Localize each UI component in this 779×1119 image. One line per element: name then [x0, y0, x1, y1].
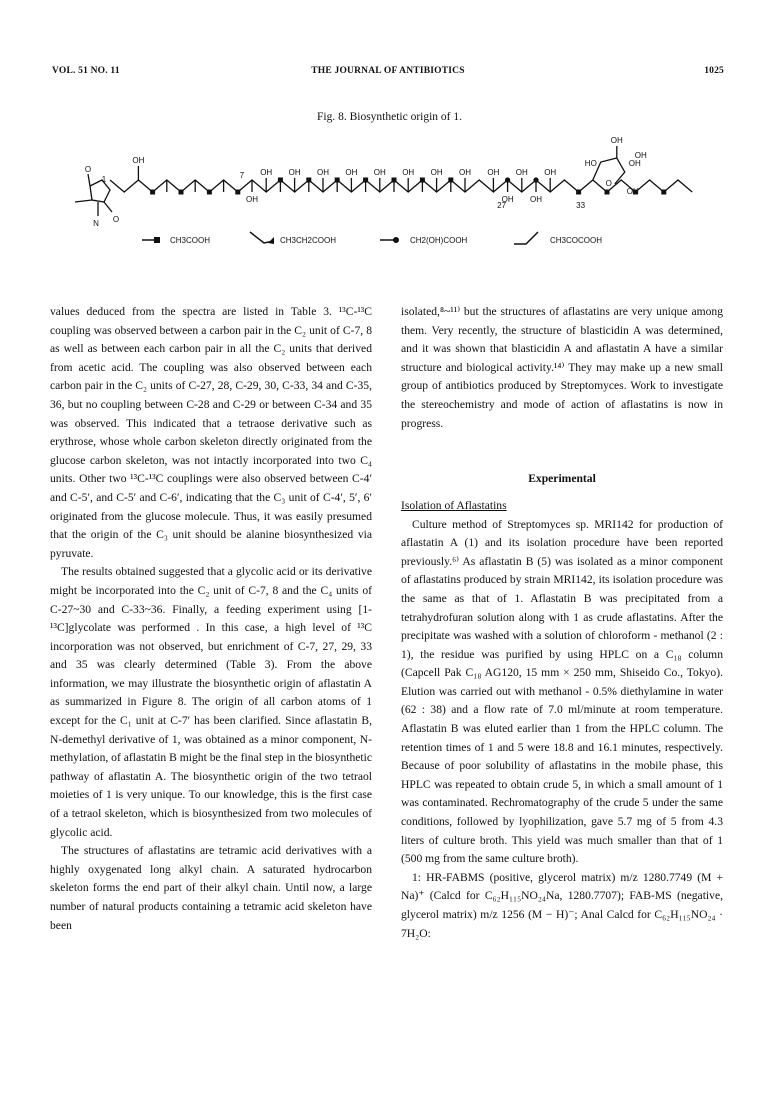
acetate-mark [605, 190, 610, 195]
journal-title: THE JOURNAL OF ANTIBIOTICS [311, 66, 465, 76]
legend-propionate: CH3CH2COOH [280, 236, 337, 245]
carbon-number-label: 33 [576, 201, 586, 210]
hydroxyl-label: OH [373, 168, 386, 177]
legend-glycolate: CH2(OH)COOH [410, 236, 468, 245]
acetate-mark [448, 178, 453, 183]
carbon-number-label: 7 [239, 171, 245, 180]
paragraph: isolated,⁸~¹¹⁾ but the structures of aflastatins are very unique among them. Very recently, the structure of blasticidin A was determined, and it was shown that blasticidin A and aflastatin A have a similar structure and biological activity.¹⁴⁾ They may make up a new small group of antibiotics produced by Streptomyces. Work to investigate the stereochemistry and mode of action of aflastatins is now in progress. [401, 305, 723, 430]
hydroxyl-label: OH [515, 168, 528, 177]
ring-oxygen-label: O [605, 179, 612, 188]
hydroxyl-label: OH [610, 136, 623, 145]
acetate-mark [306, 178, 311, 183]
oxygen-label: O [112, 215, 120, 224]
legend-line [514, 232, 538, 244]
acetate-mark [392, 178, 397, 183]
hydroxyl-label: OH [132, 156, 145, 165]
section-heading: Experimental [528, 472, 596, 486]
hydroxyl-label: OH [628, 159, 641, 168]
hydroxyl-label: OH [402, 168, 415, 177]
hydroxyl-label: HO [584, 159, 597, 168]
tetramic-ring [90, 180, 110, 202]
left-column [50, 303, 372, 935]
volume-label: VOL. 51 NO. 11 [52, 66, 120, 76]
acetate-mark [363, 178, 368, 183]
hydroxyl-label: OH [501, 195, 514, 204]
hydroxyl-label: OH [430, 168, 443, 177]
oxygen-label: O [84, 165, 92, 174]
legend-mark [154, 237, 160, 243]
bond [75, 200, 92, 202]
bond [88, 174, 90, 186]
paragraph: The structures of aflastatins are tetramic acid derivatives with a highly oxygenated long alkyl chain. A saturated hydrocarbon skeleton forms the end part of their alkyl chain. Until now, a large number of natural products containing a tetramic acid skeleton have been [50, 844, 372, 932]
hydroxyl-label: OH [317, 168, 329, 177]
acetate-mark [235, 190, 240, 195]
hydroxyl-label: OH [288, 168, 301, 177]
paragraph: The results obtained suggested that a glycolic acid or its derivative might be incorporated into the C₂ unit of C-7, 8 and the C₄ units of C-27~30 and C-33~36. Finally, a feeding experiment using [1-¹³C]glycolate was performed . In this case, a high level of ¹³C incorporation was not observed, but enrichment of C-7, 27, 29, 33 and 35 was clearly determined (Table 3). From the above information, we may illustrate the biosynthetic origin of aflastatin A as summarized in Figure 8. The origin of all carbon atoms of 1 except for the C₁ unit at C-7′ has been clarified. Since aflastatin B, N-demethyl derivative of 1, was obtained as a minor component, N-methylation, of aflastatin B might be the final step in the biosynthetic pathway of aflastatin A. The biosynthetic origin of the two tetraol moieties of 1 is very unique. To our knowledge, this is the first case of a tetraol skeleton, which is biosynthesized from two molecules of glycolic acid. [50, 565, 372, 839]
legend-mark [393, 237, 399, 243]
hydroxyl-label: OH [544, 168, 557, 177]
hydroxyl-label: OH [459, 168, 471, 177]
legend-mark [268, 237, 274, 244]
glycolate-mark [505, 177, 510, 182]
legend-acetate: CH3COOH [170, 236, 211, 245]
right-column [401, 303, 723, 943]
bond [104, 202, 112, 212]
hydroxyl-label: OH [260, 168, 273, 177]
nitrogen-label: N [93, 219, 99, 228]
figure-caption: Fig. 8. Biosynthetic origin of 1. [316, 111, 463, 123]
hydroxyl-label: OH [345, 168, 358, 177]
hydroxyl-label: OH [487, 168, 500, 177]
paragraph: values deduced from the spectra are listed in Table 3. ¹³C-¹³C coupling was observed between a carbon pair in the C₂ unit of C-7, 8 as well as between each carbon pair in all the C₂ units that derived from acetic acid. The coupling was also observed between each carbon pair in the C₂ units of C-27, 28, C-29, 30, C-33, 34 and C-35, 36, but no coupling between C-28 and C-29 or between C-34 and 35 was observed. This indicated that a tetraose derivative such as erythrose, whose whole carbon skeleton directly originated from the glucose carbon skeleton, was not intactly incorporated into two C₄ units. Other two ¹³C-¹³C couplings were also observed between C-4′ and C-5′, and C-5′ and C-6′, indicating that the C₃ unit of C-4′, 5′, 6′ originated from the glucose molecule. Thus, it was easily presumed that the origin of the C₃ unit should be alanine biosynthesized via pyruvate. [50, 305, 372, 560]
carbon-number-label: 27 [497, 201, 507, 210]
hydroxyl-label: OH [634, 151, 647, 160]
paragraph: 1: HR-FABMS (positive, glycerol matrix) m/z 1280.7749 (M + Na)⁺ (Calcd for C₆₂H₁₁₅NO₂₄Na, 1280.7707); FAB-MS (negative, glycerol matrix) m/z 1256 (M − H)⁻; Anal Calcd for C₆₂H₁₁₅NO₂₄ · 7H₂O: [401, 870, 723, 940]
paragraph: Culture method of Streptomyces sp. MRI142 for production of aflastatin A (1) and its isolation procedure have been reported previously.⁶⁾ As aflastatin B (5) was isolated as a minor component of aflastatins produced by strain MRI142, its isolation procedure was the same as that of 1. Aflastatin B was precipitated from a tetrahydrofuran solution along with 1 as crude aflastatins. After the precipitate was washed with a solution of chloroform - methanol (2 : 1), the residue was purified by using HPLC on a C₁₈ column (Capcell Pak C₁₈ AG120, 15 mm × 250 mm, Shiseido Co., Tokyo). Elution was carried out with methanol - 0.5% diethylamine in water (62 : 38) and a flow rate of 7.0 ml/minute at room temperature. Aflastatin B was eluted earlier than 1 from the HPLC column. The retention times of 1 and 5 were 18.8 and 16.1 minutes, respectively. Because of poor solubility of aflastatins in the mobile phase, this HPLC was repeated to obtain crude 5, in which a small amount of 1 was contaminated. Rechromatography of the crude 5 under the same conditions, followed by lyophilization, gave 5.7 mg of 5 from 4.3 liters of culture broth. This yield was much smaller than that of 1 (500 mg from the same culture broth). [401, 517, 723, 866]
acetate-mark [207, 190, 212, 195]
subsection-heading: Isolation of Aflastatins [401, 498, 507, 512]
acetate-mark [576, 190, 581, 195]
running-header [52, 66, 724, 80]
structure-diagram [60, 136, 720, 258]
acetate-mark [179, 190, 184, 195]
hydroxyl-label: OH [626, 187, 639, 196]
page-number: 1025 [704, 66, 724, 76]
acetate-mark [278, 178, 283, 183]
acetate-mark [420, 178, 425, 183]
acetate-mark [661, 190, 666, 195]
hydroxyl-label: OH [246, 195, 258, 204]
carbon-number-label: 1 [101, 175, 107, 184]
legend-pyruvate: CH3COCOOH [550, 236, 603, 245]
glycolate-mark [533, 177, 538, 182]
acetate-mark [150, 190, 155, 195]
acetate-mark [335, 178, 340, 183]
hydroxyl-label: OH [530, 195, 542, 204]
